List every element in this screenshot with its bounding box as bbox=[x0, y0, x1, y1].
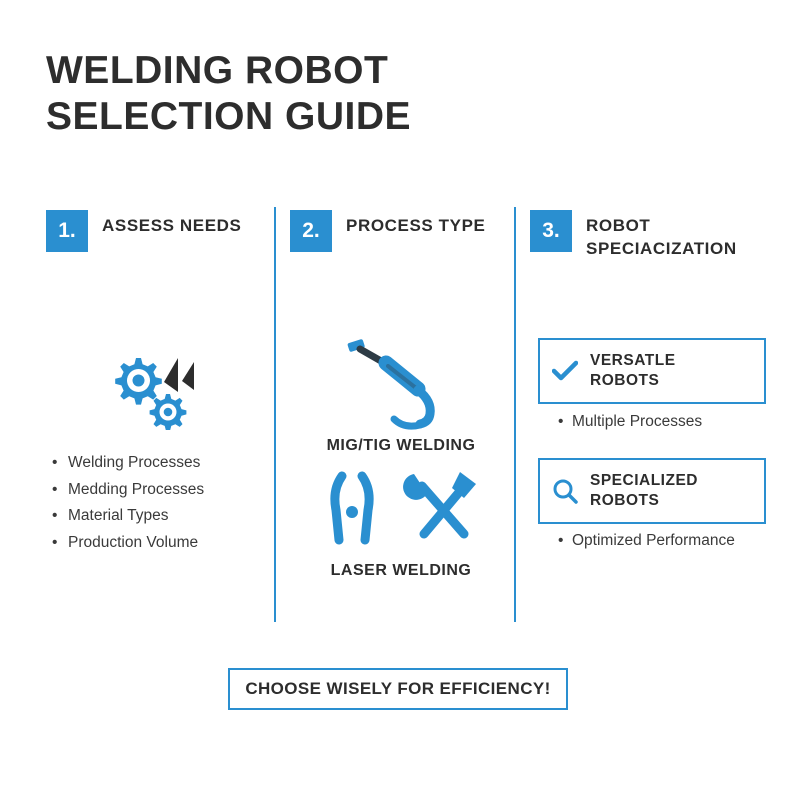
card-specialized-bullet: • Optimized Performance bbox=[572, 532, 735, 550]
page-title-line-2: SELECTION GUIDE bbox=[46, 95, 412, 139]
process-label-laser: LASER WELDING bbox=[330, 562, 472, 579]
welding-torch-icon bbox=[330, 335, 470, 425]
card-specialized-label-line-1: SPECIALIZED bbox=[590, 472, 698, 489]
step-title-3 bbox=[586, 210, 746, 261]
step-number-1: 1. bbox=[46, 210, 88, 252]
step-header-3 bbox=[530, 210, 770, 261]
gears-icon bbox=[106, 350, 216, 430]
magnifier-icon bbox=[552, 478, 578, 504]
step-header-2 bbox=[290, 210, 512, 252]
card-versatile-robots[interactable] bbox=[538, 338, 766, 404]
card-specialized-robots[interactable] bbox=[538, 458, 766, 524]
process-label-mig-tig: MIG/TIG WELDING bbox=[326, 437, 476, 454]
card-versatile-label-line-2: ROBOTS bbox=[590, 372, 660, 390]
check-icon bbox=[552, 358, 578, 384]
footer-callout[interactable] bbox=[228, 668, 568, 710]
list-item: • Welding Processes bbox=[68, 450, 204, 477]
card-versatile-label bbox=[590, 351, 676, 391]
page-title bbox=[46, 48, 566, 140]
column-divider-1 bbox=[274, 207, 276, 622]
list-item: • Material Types bbox=[68, 503, 204, 530]
step-column-assess-needs bbox=[46, 210, 268, 551]
page-title-line-1: WELDING ROBOT bbox=[46, 49, 389, 92]
card-specialized-label-line-2: ROBOTS bbox=[590, 492, 660, 510]
assess-needs-bullet-list bbox=[50, 450, 204, 557]
step-column-process-type bbox=[290, 210, 512, 579]
step-title-1: ASSESS NEEDS bbox=[102, 216, 242, 235]
step-title-2: PROCESS TYPE bbox=[346, 216, 486, 235]
tools-icon bbox=[310, 468, 490, 548]
card-versatile-label-line-1: VERSATLE bbox=[590, 352, 676, 369]
card-specialized-label bbox=[590, 471, 698, 511]
footer-callout-text: CHOOSE WISELY FOR EFFICIENCY! bbox=[245, 679, 551, 698]
card-versatile-bullet: • Multiple Processes bbox=[572, 413, 702, 431]
step-column-robot-specialization bbox=[530, 210, 770, 549]
step-header-1 bbox=[46, 210, 268, 252]
column-divider-2 bbox=[514, 207, 516, 622]
step-number-2: 2. bbox=[290, 210, 332, 252]
step-title-3-text: ROBOT SPECIACIZATION bbox=[586, 216, 737, 258]
list-item: • Medding Processes bbox=[68, 477, 204, 504]
list-item: • Production Volume bbox=[68, 530, 204, 557]
step-number-3: 3. bbox=[530, 210, 572, 252]
